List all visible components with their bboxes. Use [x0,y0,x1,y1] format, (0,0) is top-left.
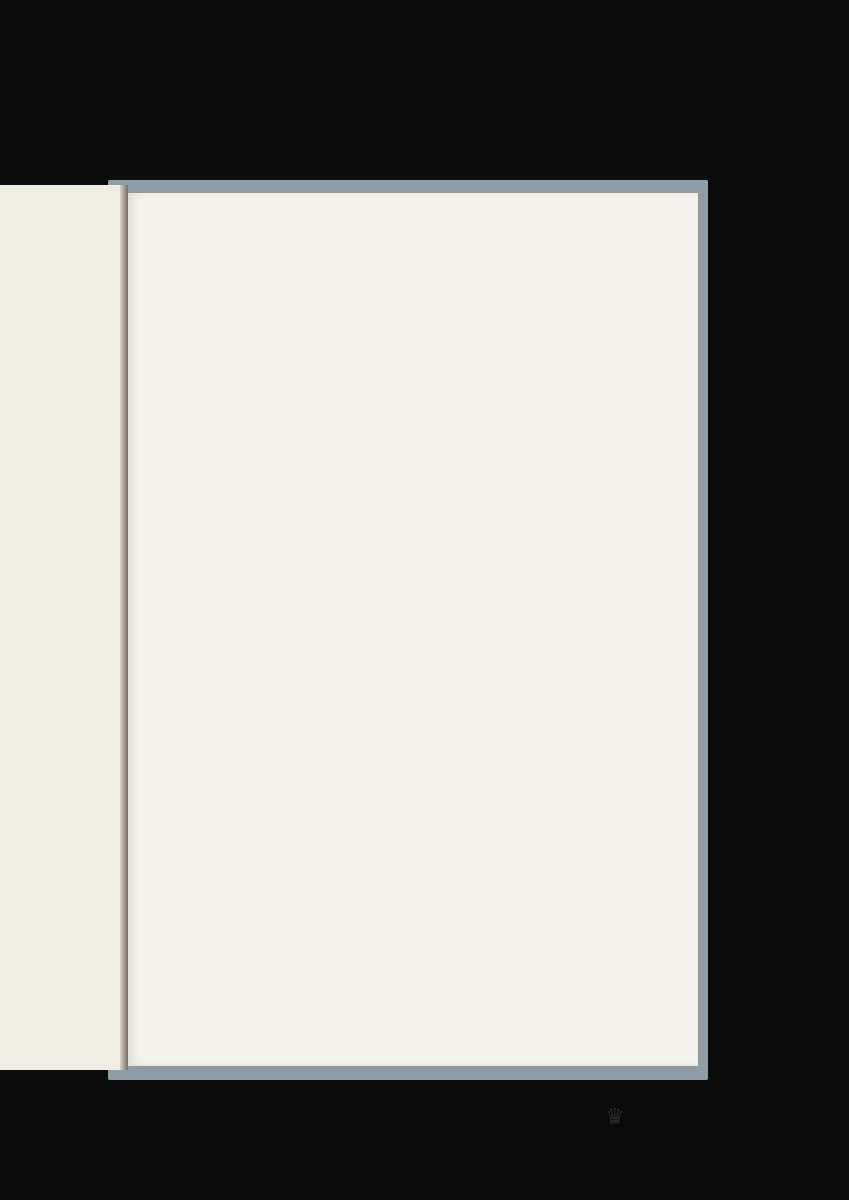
right-page [128,193,698,1066]
page-gutter [120,185,128,1070]
left-page [0,185,128,1070]
crown-icon: ♛ [605,1104,625,1129]
